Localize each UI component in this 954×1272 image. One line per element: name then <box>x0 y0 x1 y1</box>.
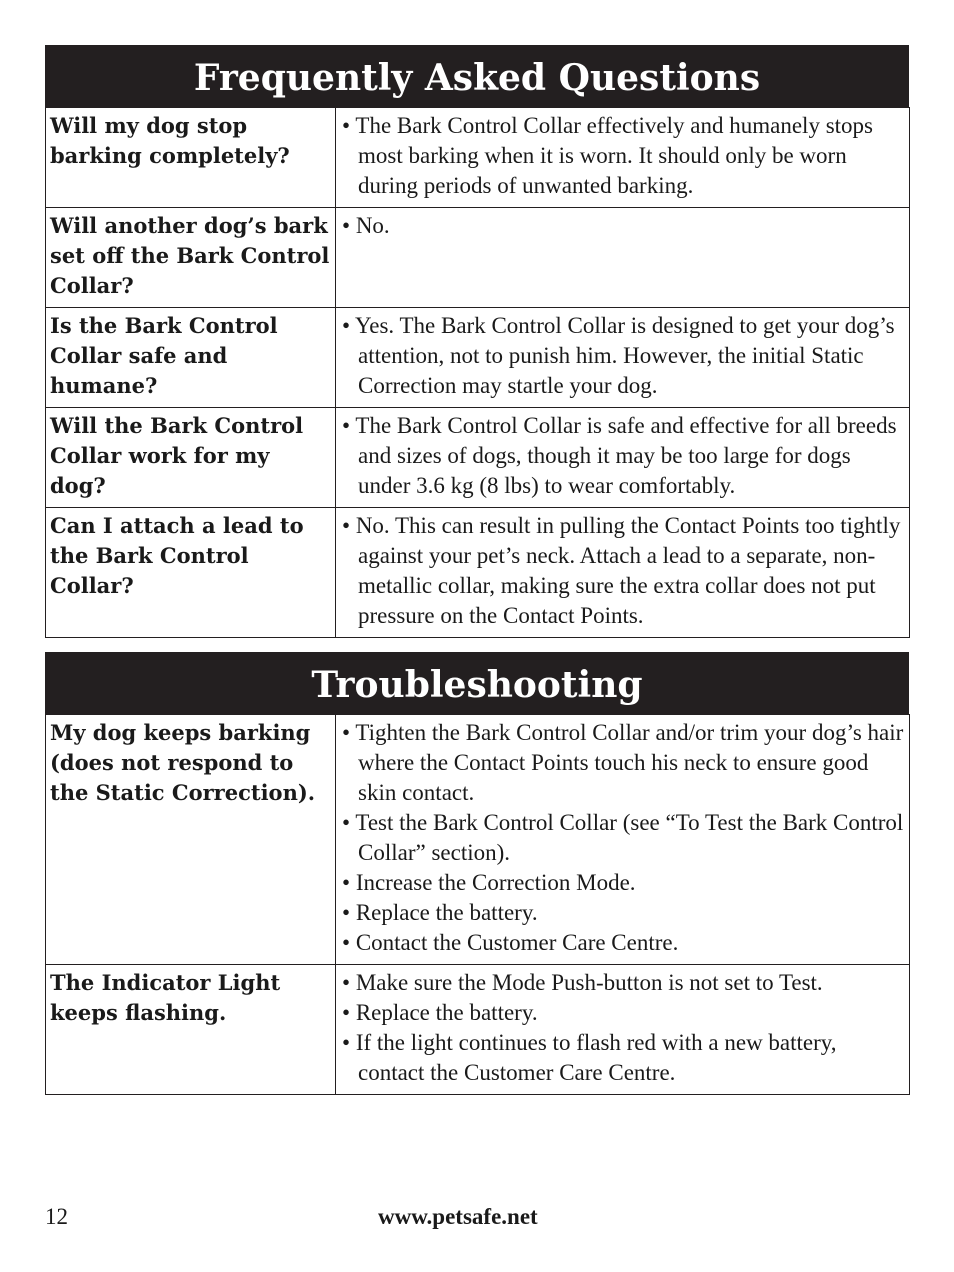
table-row <box>46 508 910 638</box>
troubleshooting-solution <box>336 715 910 965</box>
answer-bullet: • Yes. The Bark Control Collar is designed to get your dog’s attention, not to punish him. However, the initial Static Correction may startle your dog. <box>342 313 895 398</box>
solution-bullet: • Contact the Customer Care Centre. <box>342 930 679 955</box>
faq-section <box>45 45 909 638</box>
faq-title: Frequently Asked Questions <box>45 45 909 107</box>
faq-question: Will the Bark Control Collar work for my dog? <box>46 408 336 508</box>
table-row <box>46 965 910 1095</box>
faq-question: Is the Bark Control Collar safe and humane? <box>46 308 336 408</box>
solution-bullet: • Replace the battery. <box>342 1000 538 1025</box>
answer-bullet: • No. <box>342 213 390 238</box>
answer-bullet: • The Bark Control Collar is safe and effective for all breeds and sizes of dogs, though it may be too large for dogs under 3.6 kg (8 lbs) to wear comfortably. <box>342 413 897 498</box>
troubleshooting-problem: The Indicator Light keeps flashing. <box>46 965 336 1095</box>
table-row <box>46 308 910 408</box>
website-link[interactable]: www.petsafe.net <box>378 1204 538 1229</box>
faq-answer <box>336 308 910 408</box>
solution-bullet: • Make sure the Mode Push-button is not set to Test. <box>342 970 823 995</box>
faq-table <box>45 107 910 638</box>
faq-answer <box>336 108 910 208</box>
faq-question: Will my dog stop barking completely? <box>46 108 336 208</box>
troubleshooting-table <box>45 714 910 1095</box>
solution-bullet: • Tighten the Bark Control Collar and/or trim your dog’s hair where the Contact Points touch his neck to ensure good skin contact. <box>342 720 904 805</box>
solution-bullet: • If the light continues to flash red with a new battery, contact the Customer Care Centre. <box>342 1030 837 1085</box>
faq-answer <box>336 208 910 308</box>
table-row <box>46 208 910 308</box>
table-row <box>46 715 910 965</box>
troubleshooting-section <box>45 652 909 1095</box>
solution-bullet: • Increase the Correction Mode. <box>342 870 636 895</box>
troubleshooting-title: Troubleshooting <box>45 652 909 714</box>
answer-bullet: • The Bark Control Collar effectively and humanely stops most barking when it is worn. It should only be worn during periods of unwanted barking. <box>342 113 873 198</box>
table-row <box>46 108 910 208</box>
troubleshooting-solution <box>336 965 910 1095</box>
answer-bullet: • No. This can result in pulling the Contact Points too tightly against your pet’s neck. Attach a lead to a separate, non-metallic collar, making sure the extra collar does not put pressure on the Contact Points. <box>342 513 901 628</box>
page-number: 12 <box>45 1204 68 1229</box>
faq-question: Will another dog’s bark set off the Bark Control Collar? <box>46 208 336 308</box>
faq-answer <box>336 508 910 638</box>
troubleshooting-problem: My dog keeps barking (does not respond to the Static Correction). <box>46 715 336 965</box>
solution-bullet: • Replace the battery. <box>342 900 538 925</box>
table-row <box>46 408 910 508</box>
faq-question: Can I attach a lead to the Bark Control Collar? <box>46 508 336 638</box>
faq-answer <box>336 408 910 508</box>
solution-bullet: • Test the Bark Control Collar (see “To Test the Bark Control Collar” section). <box>342 810 904 865</box>
